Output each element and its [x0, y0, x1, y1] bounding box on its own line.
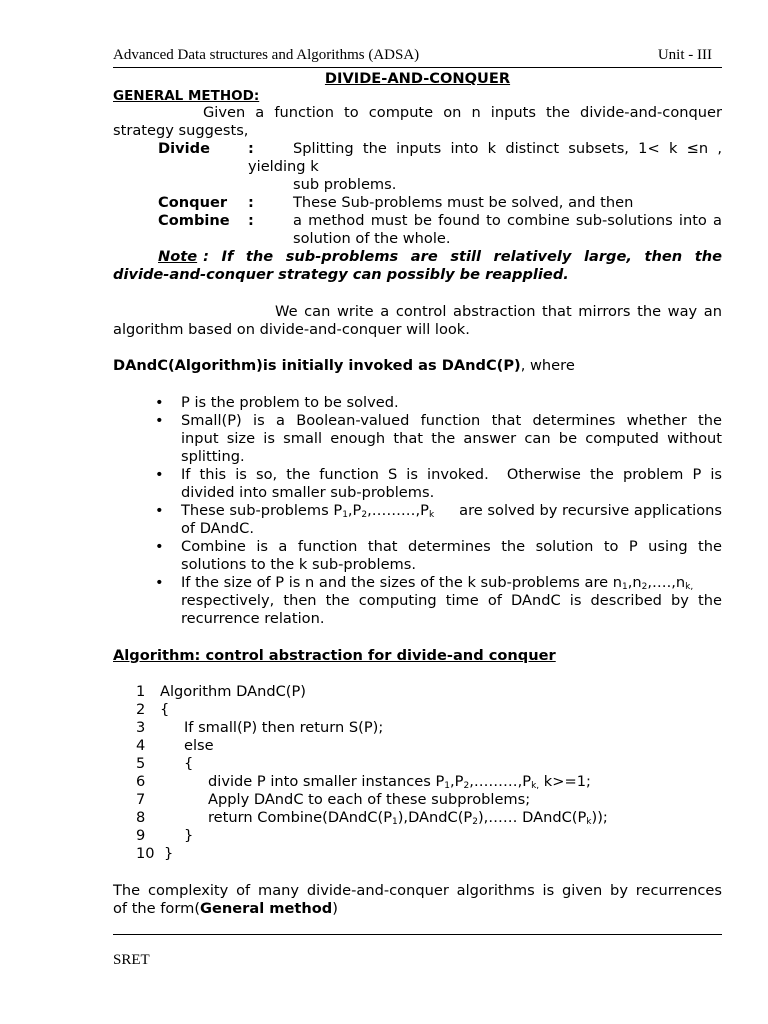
bullet-2-line-1: Small(P) is a Boolean-valued function that determines whether the	[181, 412, 722, 429]
bullet-6-line-2: respectively, then the computing time of DAndC is described by the	[181, 592, 722, 609]
algorithm-heading: Algorithm: control abstraction for divide-and conquer	[113, 647, 556, 664]
divide-text-1: Splitting the inputs into k distinct subsets, 1< k ≤n ,	[293, 140, 722, 157]
code-line-5: {	[184, 755, 194, 772]
bullet-5-line-2: solutions to the k sub-problems.	[181, 556, 417, 573]
line-number: 2	[136, 701, 146, 718]
bullet-5-line-1: Combine is a function that determines the solution to P using the	[181, 538, 722, 555]
line-number: 4	[136, 737, 146, 754]
divide-colon: :	[248, 140, 254, 157]
bullet-4-tail: are solved by recursive applications	[449, 502, 722, 519]
combine-text-2: solution of the whole.	[293, 230, 451, 247]
header-course-title: Advanced Data structures and Algorithms (ADSA)	[113, 47, 420, 63]
bullet-2-line-2: input size is small enough that the answer can be computed without	[181, 430, 722, 447]
header-unit: Unit - III	[657, 47, 712, 63]
intro-line-2: strategy suggests,	[113, 122, 249, 139]
note-text-2: divide-and-conquer strategy can possibly be reapplied.	[113, 266, 569, 283]
code-line-8: return $Combine(DAndC(P_1),DAndC(P_2),\dots\dots$ $DAndC(P_k)$);	[208, 809, 608, 827]
footer-divider	[113, 934, 722, 935]
note-label: Note	[158, 248, 198, 265]
invoke-rest: , where	[520, 357, 575, 374]
conquer-text: These Sub-problems must be solved, and then	[293, 194, 634, 211]
invoke-bold: DAndC(Algorithm)is initially invoked as DAndC(P)	[113, 357, 521, 374]
bullet-6-line-1: If the size of P is n and the sizes of the k sub-problems are $n_1,n_2,\dots.,n_{k,}$	[181, 574, 694, 592]
divide-text-3: sub problems.	[293, 176, 397, 193]
page-title: DIVIDE-AND-CONQUER	[324, 70, 511, 87]
line-number: 1	[136, 683, 146, 700]
bullet-4-subproblems: These sub-problems $P_1,P_2,\dots\dots\dots,P_k$	[181, 502, 435, 520]
intro-line-1: Given a function to compute on n inputs the divide-and-conquer	[203, 104, 722, 121]
bullet-6-line-3: recurrence relation.	[181, 610, 325, 627]
code-line-10: }	[164, 845, 174, 862]
bullet-dot: •	[155, 412, 164, 429]
bullet-dot: •	[155, 466, 164, 483]
complexity-line-2: of the form(General method)	[113, 900, 338, 917]
bullet-dot: •	[155, 394, 164, 411]
line-number: 3	[136, 719, 146, 736]
combine-term: Combine	[158, 212, 230, 229]
abstraction-line-1: We can write a control abstraction that mirrors the way an	[275, 303, 722, 320]
line-number: 5	[136, 755, 146, 772]
bullet-3-line-2: divided into smaller sub-problems.	[181, 484, 435, 501]
bullet-1: P is the problem to be solved.	[181, 394, 399, 411]
line-number: 6	[136, 773, 146, 790]
line-number: 9	[136, 827, 146, 844]
bullet-4-line-1	[181, 502, 722, 520]
divide-text-2: yielding k	[248, 158, 319, 175]
line-number: 8	[136, 809, 146, 826]
bullet-3-line-1: If this is so, the function S is invoked. Otherwise the problem P is	[181, 466, 722, 483]
code-line-1: Algorithm DAndC(P)	[160, 683, 306, 700]
invoke-line	[113, 357, 575, 375]
conquer-term: Conquer	[158, 194, 228, 211]
note-text-1: : If the sub-problems are still relatively large, then the	[203, 248, 722, 265]
code-line-6: divide P into smaller instances $P_1,P_2,\dots\dots\dots,P_{k,}$ k>=1;	[208, 773, 591, 791]
header-divider	[113, 67, 722, 68]
abstraction-line-2: algorithm based on divide-and-conquer will look.	[113, 321, 470, 338]
code-line-7: Apply DAndC to each of these subproblems;	[208, 791, 531, 808]
code-line-2: {	[160, 701, 170, 718]
code-line-3: If small(P) then return S(P);	[184, 719, 384, 736]
code-line-4: else	[184, 737, 214, 754]
footer-text: SRET	[113, 952, 150, 968]
combine-text-1: a method must be found to combine sub-solutions into a	[293, 212, 722, 229]
bullet-dot: •	[155, 538, 164, 555]
note-line-1	[158, 248, 722, 266]
combine-colon: :	[248, 212, 254, 229]
complexity-line-1: The complexity of many divide-and-conquer algorithms is given by recurrences	[113, 882, 722, 899]
bullet-4-line-2: of DAndC.	[181, 520, 255, 537]
bullet-dot: •	[155, 574, 164, 591]
general-method-heading: GENERAL METHOD:	[113, 88, 260, 104]
conquer-colon: :	[248, 194, 254, 211]
code-line-9: }	[184, 827, 194, 844]
divide-term: Divide	[158, 140, 210, 157]
bullet-2-line-3: splitting.	[181, 448, 245, 465]
line-number: 10	[136, 845, 155, 862]
bullet-dot: •	[155, 502, 164, 519]
line-number: 7	[136, 791, 146, 808]
